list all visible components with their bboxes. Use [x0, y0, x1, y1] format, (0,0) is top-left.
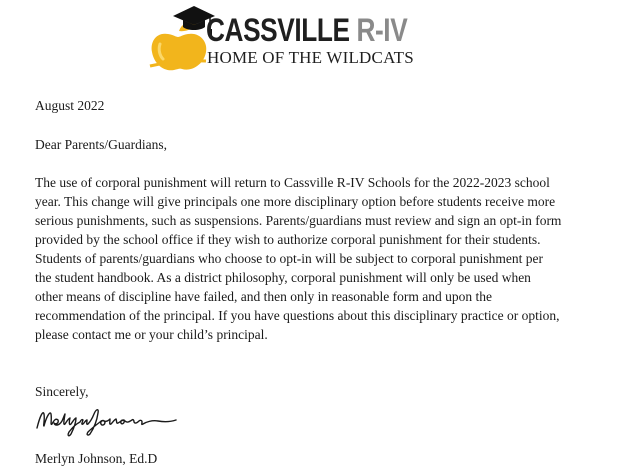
letter-body-line: Students of parents/guardians who choose to opt-in will be subject to corporal punishment per — [35, 251, 544, 266]
handwritten-signature — [34, 404, 184, 438]
letter-body-line: The use of corporal punishment will return to Cassville R-IV Schools for the 2022-2023 school — [35, 175, 550, 190]
letter-body — [35, 173, 625, 344]
letter-body-line: serious punishments, such as suspensions. Parents/guardians must review and sign an opt-in form — [35, 213, 562, 228]
letter-body-line: other means of discipline have failed, and then only in reasonable form and upon the — [35, 289, 492, 304]
letter-body-line: please contact me or your child’s principal. — [35, 327, 268, 342]
letterhead — [146, 4, 446, 72]
letter-body-line: the student handbook. As a district philosophy, corporal punishment will only be used when — [35, 270, 531, 285]
district-name: CASSVILLE R-IV — [206, 12, 408, 48]
letter-body-line: year. This change will give principals one more disciplinary option before students receive more — [35, 194, 556, 209]
letter-body-line: provided by the school office if they wish to authorize corporal punishment for their students. — [35, 232, 541, 247]
letter-signer: Merlyn Johnson, Ed.D — [35, 451, 158, 466]
letter-closing: Sincerely, — [35, 384, 89, 399]
letter-salutation: Dear Parents/Guardians, — [35, 137, 167, 152]
letter-date: August 2022 — [35, 98, 105, 113]
district-tagline: HOME OF THE WILDCATS — [207, 48, 414, 67]
letter-body-line: recommendation of the principal. If you have questions about this disciplinary practice or option, — [35, 308, 560, 323]
